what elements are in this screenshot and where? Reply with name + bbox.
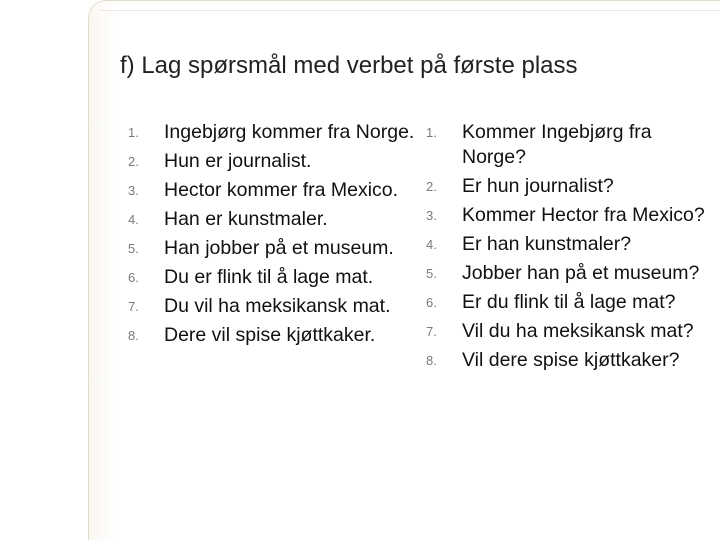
- item-number: 7.: [128, 299, 139, 314]
- item-number: 4.: [128, 212, 139, 227]
- item-number: 2.: [426, 179, 437, 194]
- item-text: Er du flink til å lage mat?: [462, 291, 676, 313]
- item-text: Han er kunstmaler.: [164, 208, 328, 230]
- item-number: 8.: [128, 328, 139, 343]
- item-text: Han jobber på et museum.: [164, 237, 394, 259]
- item-number: 8.: [426, 353, 437, 368]
- statement-item: [128, 236, 418, 261]
- question-item: [426, 348, 716, 373]
- question-item: [426, 232, 716, 257]
- question-item: [426, 174, 716, 199]
- question-item: [426, 120, 716, 170]
- item-number: 5.: [128, 241, 139, 256]
- item-text: Jobber han på et museum?: [462, 262, 700, 284]
- frame-top-line: [100, 10, 720, 11]
- statement-item: [128, 323, 418, 348]
- question-item: [426, 203, 716, 228]
- statement-item: [128, 178, 418, 203]
- item-number: 3.: [128, 183, 139, 198]
- statement-item: [128, 149, 418, 174]
- item-text: Vil du ha meksikansk mat?: [462, 320, 694, 342]
- item-text: Dere vil spise kjøttkaker.: [164, 324, 376, 346]
- item-text: Du vil ha meksikansk mat.: [164, 295, 391, 317]
- item-text: Kommer Hector fra Mexico?: [462, 204, 705, 226]
- item-text: Ingebjørg kommer fra Norge.: [164, 121, 415, 143]
- statements-list: [128, 120, 418, 352]
- statement-item: [128, 294, 418, 319]
- item-number: 6.: [426, 295, 437, 310]
- question-item: [426, 261, 716, 286]
- item-number: 1.: [426, 125, 437, 140]
- statement-item: [128, 207, 418, 232]
- item-text: Vil dere spise kjøttkaker?: [462, 349, 680, 371]
- statement-item: [128, 265, 418, 290]
- questions-list: [426, 120, 716, 377]
- slide-title: f) Lag spørsmål med verbet på første plass: [120, 52, 578, 79]
- item-number: 3.: [426, 208, 437, 223]
- item-number: 7.: [426, 324, 437, 339]
- item-number: 4.: [426, 237, 437, 252]
- item-number: 2.: [128, 154, 139, 169]
- item-number: 5.: [426, 266, 437, 281]
- item-number: 6.: [128, 270, 139, 285]
- statement-item: [128, 120, 418, 145]
- item-text: Kommer Ingebjørg fra Norge?: [462, 121, 652, 168]
- item-text: Hun er journalist.: [164, 150, 312, 172]
- item-text: Du er flink til å lage mat.: [164, 266, 374, 288]
- question-item: [426, 290, 716, 315]
- item-text: Hector kommer fra Mexico.: [164, 179, 399, 201]
- item-text: Er hun journalist?: [462, 175, 614, 197]
- question-item: [426, 319, 716, 344]
- item-text: Er han kunstmaler?: [462, 233, 632, 255]
- item-number: 1.: [128, 125, 139, 140]
